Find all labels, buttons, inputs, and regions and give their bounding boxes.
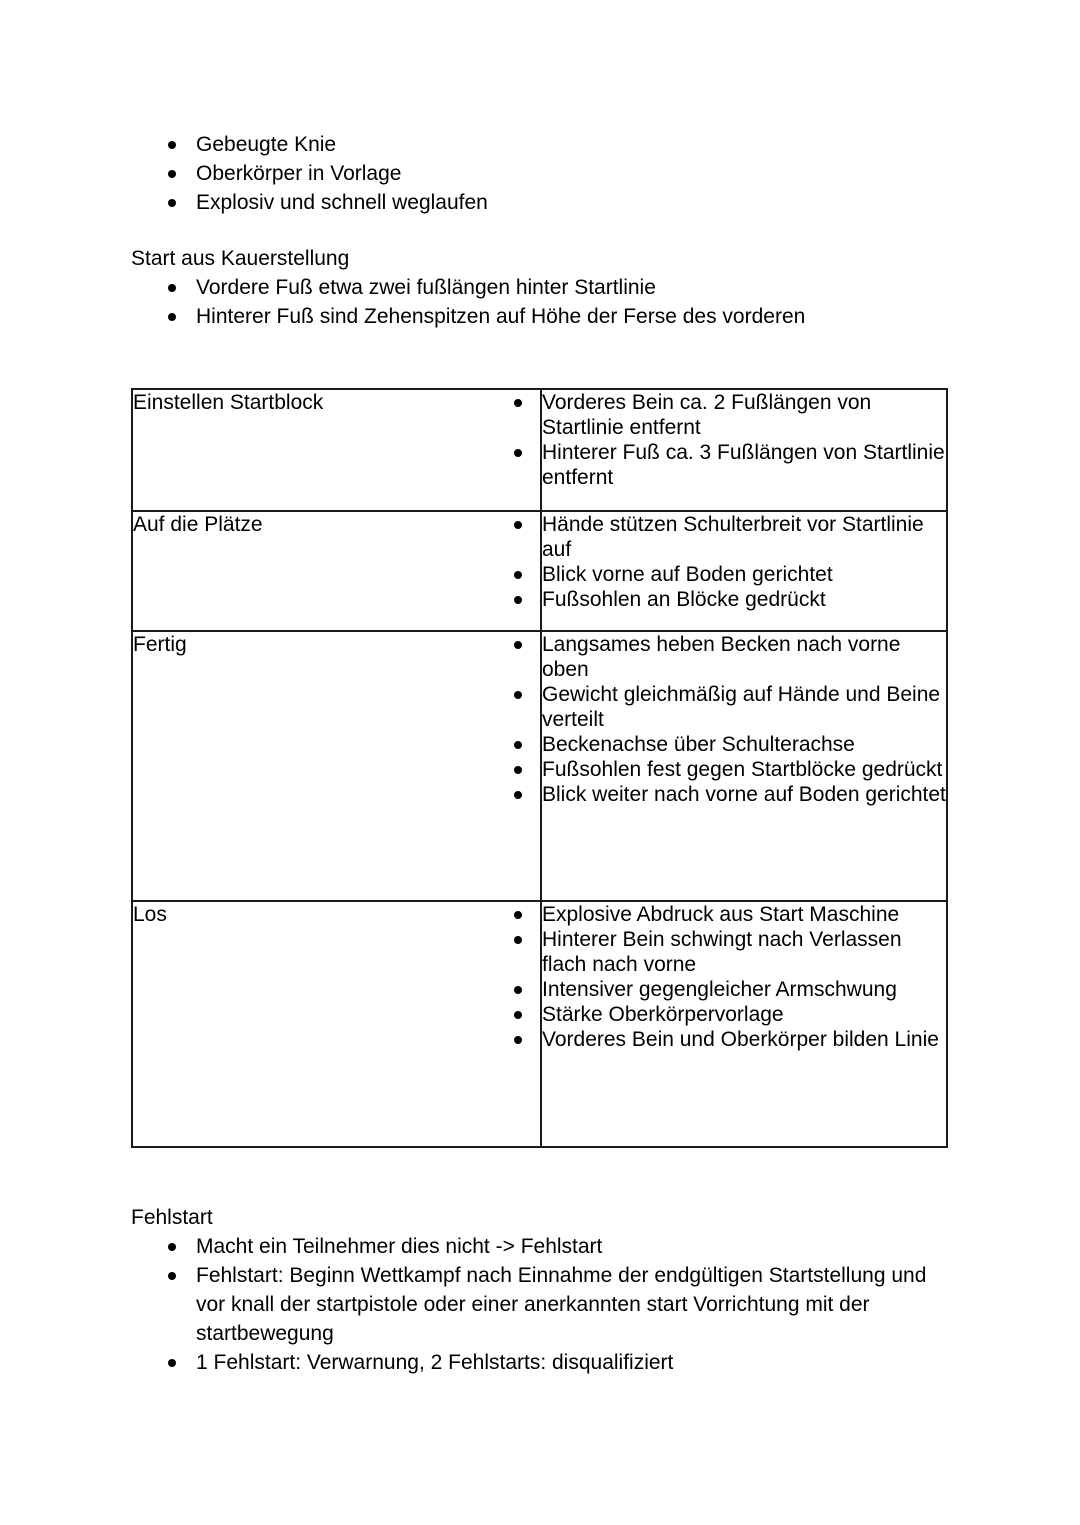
table-row bbox=[132, 511, 947, 631]
list-item: Fußsohlen an Blöcke gedrückt bbox=[542, 587, 946, 612]
table-row bbox=[132, 901, 947, 1147]
list-item: Oberkörper in Vorlage bbox=[196, 159, 488, 188]
list-item: Macht ein Teilnehmer dies nicht -> Fehlstart bbox=[196, 1232, 956, 1261]
section-heading-fehlstart: Fehlstart bbox=[131, 1206, 213, 1229]
list-item: Hinterer Fuß ca. 3 Fußlängen von Startlinie entfernt bbox=[542, 441, 945, 489]
list-item: Explosiv und schnell weglaufen bbox=[196, 188, 488, 217]
phase-bullet-list bbox=[542, 512, 946, 612]
intro-bullet-list bbox=[196, 130, 488, 217]
table-row bbox=[132, 389, 947, 511]
list-item: 1 Fehlstart: Verwarnung, 2 Fehlstarts: disqualifiziert bbox=[196, 1348, 956, 1377]
list-item: Fehlstart: Beginn Wettkampf nach Einnahme der endgültigen Startstellung und vor knall der startpistole oder einer anerkannten start Vorrichtung mit der startbewegung bbox=[196, 1261, 956, 1348]
list-item: Langsames heben Becken nach vorne oben bbox=[542, 632, 946, 682]
phase-bullet-list bbox=[542, 902, 946, 1052]
list-item: Fußsohlen fest gegen Startblöcke gedrückt bbox=[542, 757, 946, 782]
phase-label: Einstellen Startblock bbox=[132, 389, 541, 511]
list-item: Blick weiter nach vorne auf Boden gerichtet bbox=[542, 783, 946, 806]
list-item: Stärke Oberkörpervorlage bbox=[542, 1002, 946, 1027]
list-item: Intensiver gegengleicher Armschwung bbox=[542, 977, 946, 1002]
phase-bullet-list bbox=[542, 390, 946, 490]
list-item: Hinterer Bein schwingt nach Verlassen flach nach vorne bbox=[542, 927, 946, 977]
phase-bullet-list bbox=[542, 632, 946, 807]
list-item: Blick vorne auf Boden gerichtet bbox=[542, 562, 946, 587]
start-phases-table bbox=[131, 388, 948, 1148]
list-item: Vorderes Bein und Oberkörper bilden Linie bbox=[542, 1027, 946, 1052]
table-row bbox=[132, 631, 947, 901]
kauerstellung-bullet-list bbox=[196, 273, 956, 331]
list-item: Vorderes Bein ca. 2 Fußlängen von Startlinie entfernt bbox=[542, 390, 946, 440]
phase-label: Auf die Plätze bbox=[132, 511, 541, 631]
phase-label: Los bbox=[132, 901, 541, 1147]
list-item: Beckenachse über Schulterachse bbox=[542, 732, 946, 757]
list-item: Hinterer Fuß sind Zehenspitzen auf Höhe der Ferse des vorderen bbox=[196, 302, 956, 331]
list-item: Gewicht gleichmäßig auf Hände und Beine verteilt bbox=[542, 682, 946, 732]
list-item: Hände stützen Schulterbreit vor Startlinie auf bbox=[542, 512, 946, 562]
list-item: Vordere Fuß etwa zwei fußlängen hinter Startlinie bbox=[196, 273, 956, 302]
section-heading-kauerstellung: Start aus Kauerstellung bbox=[131, 247, 350, 270]
phase-label: Fertig bbox=[132, 631, 541, 901]
list-item: Gebeugte Knie bbox=[196, 130, 488, 159]
list-item: Explosive Abdruck aus Start Maschine bbox=[542, 902, 946, 927]
fehlstart-bullet-list bbox=[196, 1232, 956, 1377]
